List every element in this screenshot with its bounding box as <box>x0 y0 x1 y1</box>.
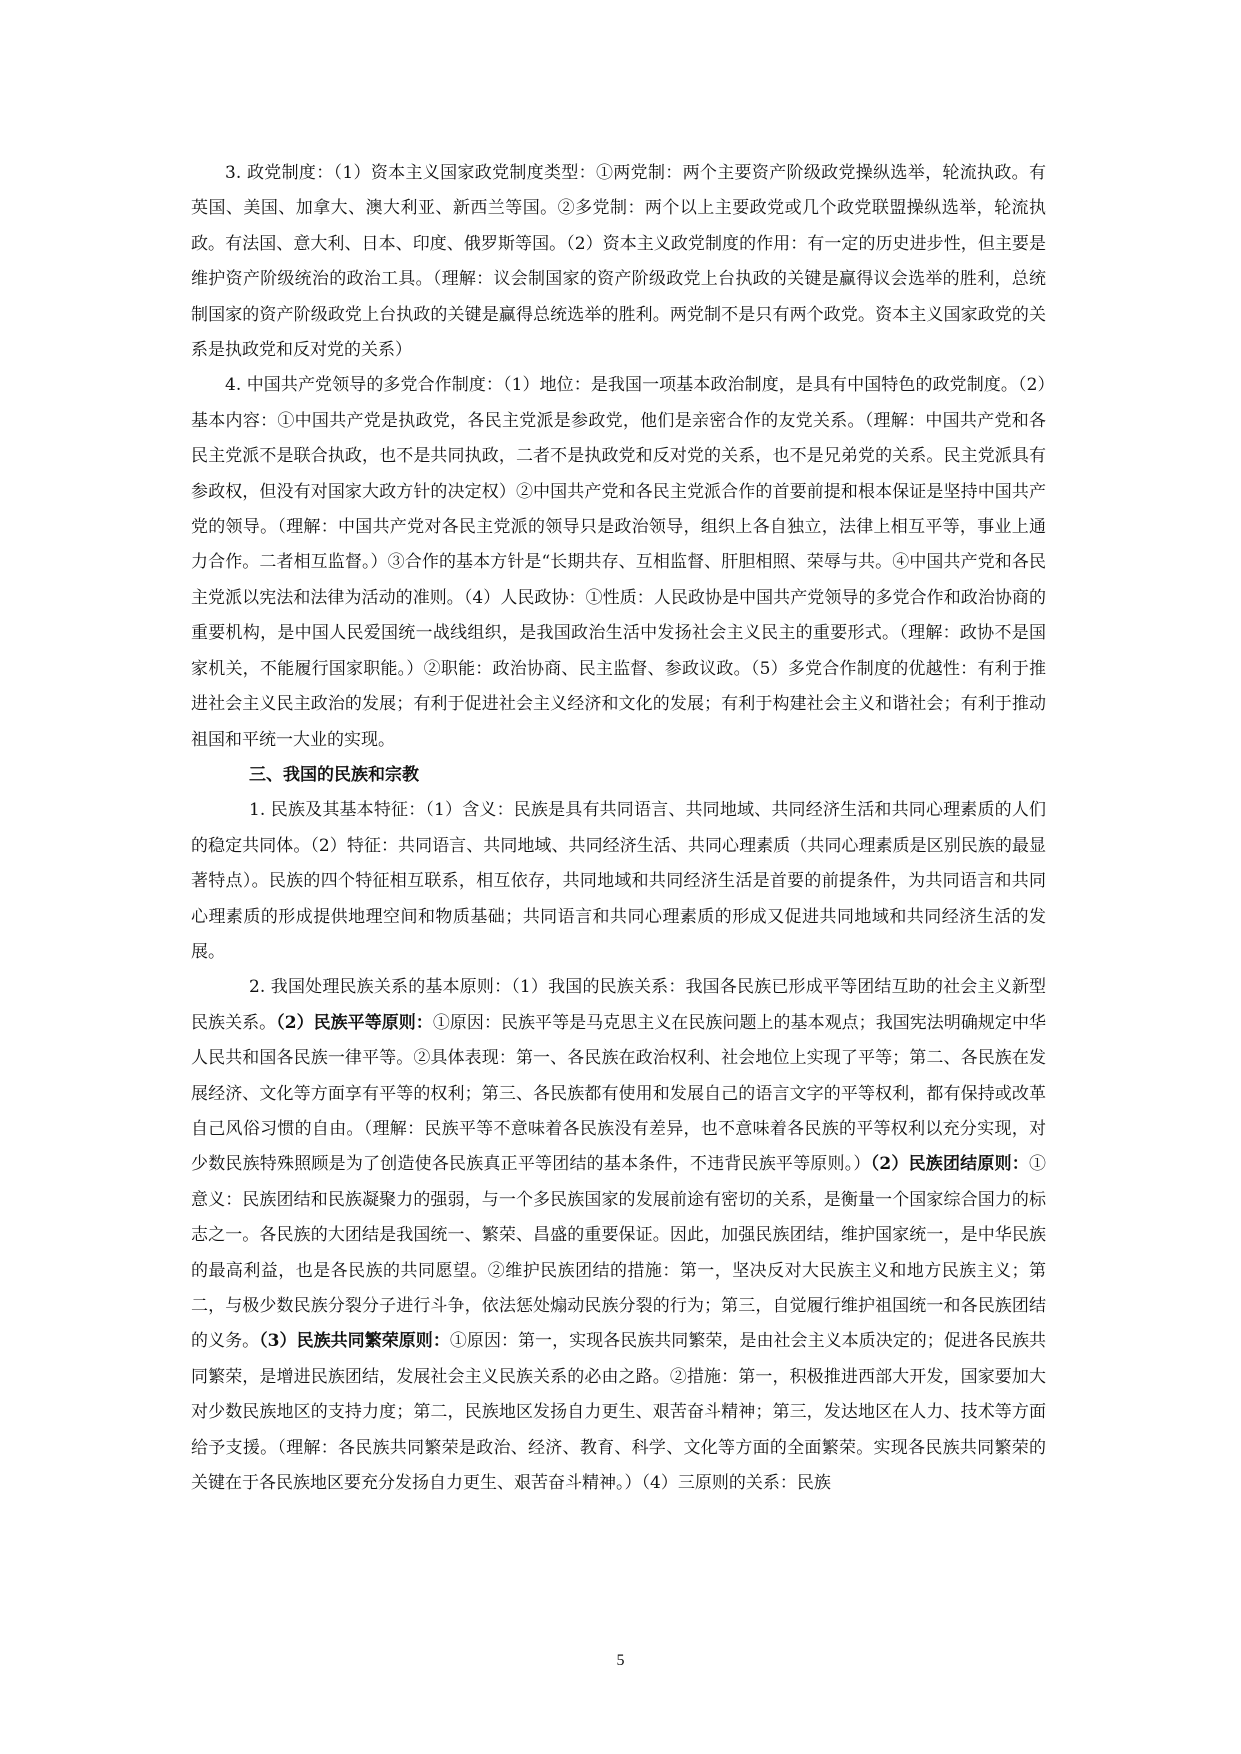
bold-subheading: （2）民族平等原则： <box>276 1012 433 1033</box>
document-body <box>191 156 1046 1501</box>
paragraph-text: ①原因：第一，实现各民族共同繁荣，是由社会主义本质决定的；促进各民族共同繁荣，是增进民族团结，发展社会主义民族关系的必由之路。②措施：第一，积极推进西部大开发，国家要加大对少数民族地区的支持力度；第二，民族地区发扬自力更生、艰苦奋斗精神；第三，发达地区在人力、技术等方面给予支援。（理解：各民族共同繁荣是政治、经济、教育、科学、文化等方面的全面繁荣。实现各民族共同繁荣的关键在于各民族地区要充分发扬自力更生、艰苦奋斗精神。）（4）三原则的关系：民族 <box>191 1331 1047 1494</box>
paragraph-multiparty-cooperation <box>191 368 1046 757</box>
paragraph-text: 2. 我国处理民族关系的基本原则：（1）我国的民族关系：我国各民族已形成平等团结互助的社会主义新型民族关系。 <box>191 977 1046 1033</box>
paragraph-group-ethnic <box>191 793 1046 1501</box>
paragraph-ethnic-principles <box>191 970 1046 1501</box>
paragraph-party-system <box>191 156 1046 368</box>
paragraph-text: 3. 政党制度：（1）资本主义国家政党制度类型：①两党制：两个主要资产阶级政党操纵选举，轮流执政。有英国、美国、加拿大、澳大利亚、新西兰等国。②多党制：两个以上主要政党或几个政党联盟操纵选举，轮流执政。有法国、意大利、日本、印度、俄罗斯等国。（2）资本主义政党制度的作用：有一定的历史进步性，但主要是维护资产阶级统治的政治工具。（理解：议会制国家的资产阶级政党上台执政的关键是赢得议会选举的胜利，总统制国家的资产阶级政党上台执政的关键是赢得总统选举的胜利。两党制不是只有两个政党。资本主义国家政党的关系是执政党和反对党的关系） <box>191 163 1046 361</box>
paragraph-text: ①原因：民族平等是马克思主义在民族问题上的基本观点；我国宪法明确规定中华人民共和国各民族一律平等。②具体表现：第一、各民族在政治权利、社会地位上实现了平等；第二、各民族在发展经济、文化等方面享有平等的权利；第三、各民族都有使用和发展自己的语言文字的平等权利，都有保持或改革自己风俗习惯的自由。（理解：民族平等不意味着各民族没有差异，也不意味着各民族的平等权利以充分实现，对少数民族特殊照顾是为了创造使各民族真正平等团结的基本条件，不违背民族平等原则。） <box>191 1012 1047 1175</box>
bold-subheading: （3）民族共同繁荣原则： <box>259 1331 450 1352</box>
bold-subheading: （2）民族团结原则： <box>870 1154 1029 1175</box>
paragraph-text: 1. 民族及其基本特征：（1）含义：民族是具有共同语言、共同地域、共同经济生活和共同心理素质的人们的稳定共同体。（2）特征：共同语言、共同地域、共同经济生活、共同心理素质（共同心理素质是区别民族的最显著特点）。民族的四个特征相互联系，相互依存，共同地域和共同经济生活是首要的前提条件，为共同语言和共同心理素质的形成提供地理空间和物质基础；共同语言和共同心理素质的形成又促进共同地域和共同经济生活的发展。 <box>191 800 1046 962</box>
paragraph-group-politics <box>191 156 1046 758</box>
section-heading: 三、我国的民族和宗教 <box>249 764 419 785</box>
paragraph-text: 4. 中国共产党领导的多党合作制度：（1）地位：是我国一项基本政治制度，是具有中国特色的政党制度。（2）基本内容：①中国共产党是执政党，各民主党派是参政党，他们是亲密合作的友党关系。（理解：中国共产党和各民主党派不是联合执政，也不是共同执政，二者不是执政党和反对党的关系，也不是兄弟党的关系。民主党派具有参政权，但没有对国家大政方针的决定权）②中国共产党和各民主党派合作的首要前提和根本保证是坚持中国共产党的领导。（理解：中国共产党对各民主党派的领导只是政治领导，组织上各自独立，法律上相互平等，事业上通力合作。二者相互监督。）③合作的基本方针是“长期共存、互相监督、肝胆相照、荣辱与共。④中国共产党和各民主党派以宪法和法律为活动的准则。（4）人民政协：①性质：人民政协是中国共产党领导的多党合作和政治协商的重要机构，是中国人民爱国统一战线组织，是我国政治生活中发扬社会主义民主的重要形式。（理解：政协不是国家机关，不能履行国家职能。）②职能：政治协商、民主监督、参政议政。（5）多党合作制度的优越性：有利于推进社会主义民主政治的发展；有利于促进社会主义经济和文化的发展；有利于构建社会主义和谐社会；有利于推动祖国和平统一大业的实现。 <box>191 375 1046 750</box>
page-number: 5 <box>616 1652 625 1669</box>
paragraph-nation-features <box>191 793 1046 970</box>
paragraph-text: ①意义：民族团结和民族凝聚力的强弱，与一个多民族国家的发展前途有密切的关系，是衡量一个国家综合国力的标志之一。各民族的大团结是我国统一、繁荣、昌盛的重要保证。因此，加强民族团结，维护国家统一，是中华民族的最高利益，也是各民族的共同愿望。②维护民族团结的措施：第一，坚决反对大民族主义和地方民族主义；第二，与极少数民族分裂分子进行斗争，依法惩处煽动民族分裂的行为；第三，自觉履行维护祖国统一和各民族团结的义务。 <box>191 1154 1046 1352</box>
